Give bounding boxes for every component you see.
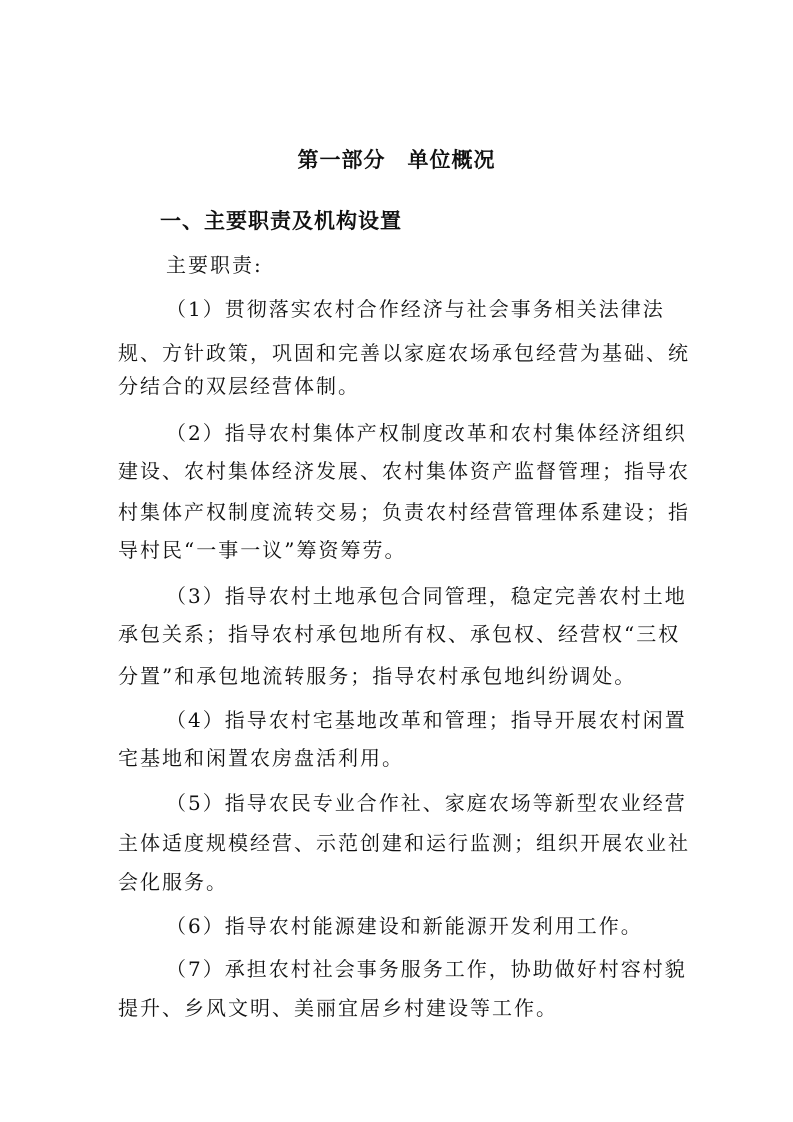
body-line: （4）指导农村宅基地改革和管理；指导开展农村闲置 xyxy=(166,708,687,732)
body-line: 分置”和承包地流转服务；指导农村承包地纠纷调处。 xyxy=(118,664,637,688)
body-line: （2）指导农村集体产权制度改革和农村集体经济组织 xyxy=(166,421,687,445)
body-line: 分结合的双层经营体制。 xyxy=(118,374,360,398)
body-line: 提升、乡风文明、美丽宜居乡村建设等工作。 xyxy=(118,996,558,1020)
body-line: 导村民“一事一议”筹资筹劳。 xyxy=(118,538,407,562)
body-line: 宅基地和闲置农房盘活利用。 xyxy=(118,746,404,770)
body-line: 主体适度规模经营、示范创建和运行监测；组织开展农业社 xyxy=(118,831,690,855)
body-line: 规、方针政策，巩固和完善以家庭农场承包经营为基础、统 xyxy=(118,341,690,365)
duties-label: 主要职责: xyxy=(166,253,263,277)
body-line: （5）指导农民专业合作社、家庭农场等新型农业经营 xyxy=(166,791,687,815)
body-line: （7）承担农村社会事务服务工作，协助做好村容村貌 xyxy=(166,957,687,981)
body-line: 建设、农村集体经济发展、农村集体资产监督管理；指导农 xyxy=(118,459,690,483)
body-line: 承包关系；指导农村承包地所有权、承包权、经营权“三权 xyxy=(118,622,681,646)
body-line: （6）指导农村能源建设和新能源开发利用工作。 xyxy=(166,914,643,938)
page-title: 第一部分 单位概况 xyxy=(297,148,496,172)
body-line: 村集体产权制度流转交易；负责农村经营管理体系建设；指 xyxy=(118,500,690,524)
body-line: （1）贯彻落实农村合作经济与社会事务相关法律法 xyxy=(166,297,665,321)
body-line: （3）指导农村土地承包合同管理，稳定完善农村土地 xyxy=(166,584,687,608)
body-line: 会化服务。 xyxy=(118,870,228,894)
section-heading: 一、主要职责及机构设置 xyxy=(160,209,402,233)
